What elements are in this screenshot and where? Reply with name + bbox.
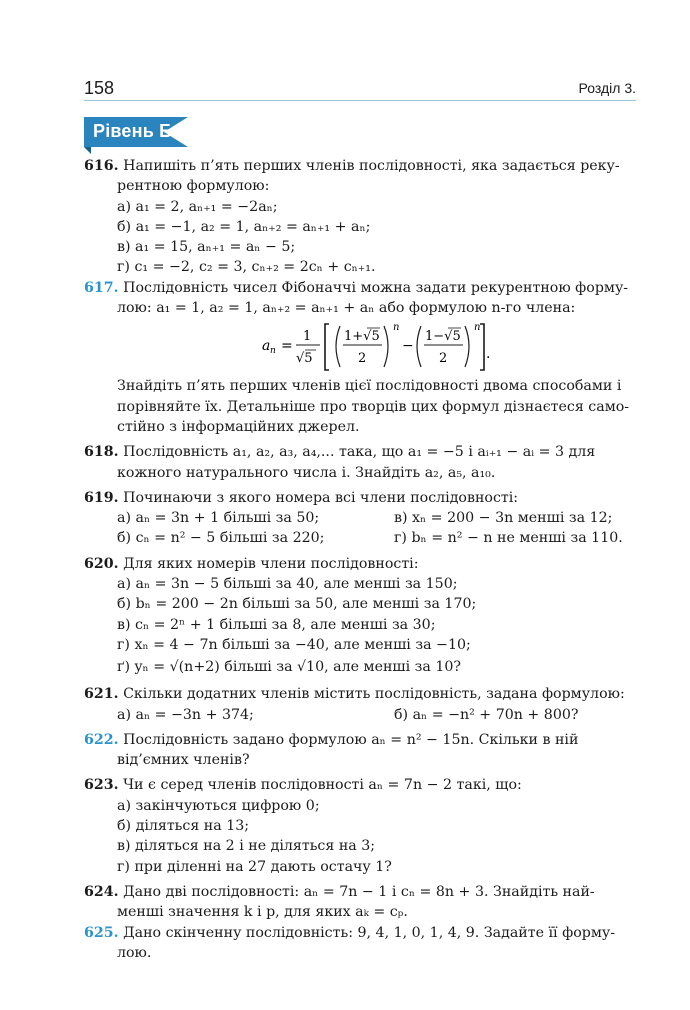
formula-left-paren <box>336 326 340 367</box>
problem-text: Дано дві послідовності: aₙ = 7n − 1 і cₙ = 8n + 3. Знайдіть най- <box>123 883 595 900</box>
problem-623 <box>84 775 636 876</box>
problem-text: рентною формулою: <box>117 178 270 195</box>
problem-number: 618. <box>84 444 119 461</box>
problem-618 <box>84 442 636 483</box>
problem-number: 623. <box>84 777 119 794</box>
subitem-v: в) cₙ = 2ⁿ + 1 більші за 8, але менші за 30; <box>117 616 436 633</box>
problem-text: Починаючи з якого номера всі члени послідовності: <box>123 489 519 506</box>
problem-619 <box>84 488 636 549</box>
formula-text: − <box>402 338 414 355</box>
problem-text: Напишіть п’ять перших членів послідовності, яка задається реку- <box>123 158 620 174</box>
subitem-a: а) a₁ = 2, aₙ₊₁ = −2aₙ; <box>117 198 278 215</box>
problem-number: 622. <box>84 731 119 748</box>
problems <box>84 156 636 963</box>
problem-text: стійно з інформаційних джерел. <box>117 418 360 435</box>
formula-text: n <box>393 322 400 334</box>
problem-number: 619. <box>84 489 119 506</box>
formula-right-paren <box>465 326 469 367</box>
header-rule <box>84 100 636 101</box>
problem-text: лою. <box>117 944 152 961</box>
formula-text: √5 <box>296 351 313 367</box>
subitem-b: б) діляться на 13; <box>117 818 250 835</box>
problem-text: Чи є серед членів послідовності aₙ = 7n − 2 такі, що: <box>123 777 522 794</box>
problem-number: 621. <box>84 686 119 703</box>
problem-617 <box>84 278 636 437</box>
subitem-g: г) c₁ = −2, c₂ = 3, cₙ₊₂ = 2cₙ + cₙ₊₁. <box>117 259 376 276</box>
problem-number: 620. <box>84 555 119 572</box>
formula-text: 1+√5 <box>344 329 380 345</box>
problem-number: 617. <box>84 279 119 296</box>
subitem-v: в) a₁ = 15, aₙ₊₁ = aₙ − 5; <box>117 239 296 256</box>
formula-text: 1−√5 <box>425 329 461 345</box>
subitem-b: б) cₙ = n² − 5 більші за 220; <box>117 530 325 547</box>
subitem-ge: ґ) yₙ = √(n+2) більші за √10, але менші за 10? <box>117 659 462 676</box>
problem-text: Скільки додатних членів містить послідовність, задана формулою: <box>123 686 625 703</box>
problem-621 <box>84 684 636 725</box>
formula-left-paren <box>417 326 421 367</box>
subitem-b: б) aₙ = −n² + 70n + 800? <box>394 706 579 723</box>
problem-number: 625. <box>84 924 119 941</box>
problem-text: Знайдіть п’ять перших членів цієї послідовності двома способами і <box>117 378 622 395</box>
formula-text: n <box>270 346 276 357</box>
formula-text: 2 <box>439 351 448 367</box>
formula-text: n <box>474 322 481 334</box>
problem-620 <box>84 554 636 679</box>
formula-right-paren <box>384 326 388 367</box>
problem-text: Послідовність a₁, a₂, a₃, a₄,... така, що a₁ = −5 і aᵢ₊₁ − aᵢ = 3 для <box>123 444 596 461</box>
formula-left-bracket <box>325 324 329 370</box>
subitem-a: а) aₙ = −3n + 374; <box>117 706 254 723</box>
problem-text: лою: a₁ = 1, a₂ = 1, aₙ₊₂ = aₙ₊₁ + aₙ або формулою n-го члена: <box>117 300 576 317</box>
problem-text: Послідовність чисел Фібоначчі можна задати рекурентною форму- <box>123 279 629 296</box>
formula-text: 1 <box>303 329 312 345</box>
formula-text: = <box>281 338 293 355</box>
problem-number: 624. <box>84 883 119 900</box>
section-title: Розділ 3. <box>578 80 636 96</box>
subitem-a: а) закінчуються цифрою 0; <box>117 797 320 814</box>
problem-text: Для яких номерів члени послідовності: <box>123 555 419 572</box>
subitem-b: б) a₁ = −1, a₂ = 1, aₙ₊₂ = aₙ₊₁ + aₙ; <box>117 218 371 235</box>
subitem-v: в) діляться на 2 і не діляться на 3; <box>117 838 376 855</box>
problem-616 <box>84 156 636 278</box>
subitem-g: г) xₙ = 4 − 7n більші за −40, але менші за −10; <box>117 636 471 653</box>
subitem-b: б) bₙ = 200 − 2n більші за 50, але менші за 170; <box>117 596 477 613</box>
subitem-g: г) при діленні на 27 дають остачу 1? <box>117 858 392 875</box>
problem-text: від’ємних членів? <box>117 752 250 769</box>
problem-text: Дано скінченну послідовність: 9, 4, 1, 0, 1, 4, 9. Задайте її форму- <box>123 924 616 941</box>
level-banner-fold <box>84 147 91 154</box>
fibonacci-formula <box>84 318 636 376</box>
problem-text: кожного натурального числа i. Знайдіть a₂, a₅, a₁₀. <box>117 464 496 481</box>
formula-text: . <box>486 346 491 363</box>
problem-624 <box>84 882 636 923</box>
subitem-g: г) bₙ = n² − n не менші за 110. <box>394 530 623 547</box>
page-number: 158 <box>84 78 115 98</box>
problem-text: менші значення k і p, для яких aₖ = cₚ. <box>117 904 408 921</box>
formula-text: 2 <box>358 351 367 367</box>
problem-text: порівняйте їх. Детальніше про творців цих формул дізнаєтеся само- <box>117 398 630 415</box>
fibonacci-formula-graphic <box>84 318 636 376</box>
level-label: Рівень Б <box>93 121 173 141</box>
formula-text: a <box>262 338 271 355</box>
formula-right-bracket <box>480 324 484 370</box>
problem-625 <box>84 923 636 964</box>
problem-622 <box>84 730 636 771</box>
problem-number: 616. <box>84 158 119 174</box>
subitem-a: а) aₙ = 3n − 5 більші за 40, але менші за 150; <box>117 576 458 593</box>
subitem-v: в) xₙ = 200 − 3n менші за 12; <box>394 510 613 527</box>
problem-text: Послідовність задано формулою aₙ = n² − 15n. Скільки в ній <box>123 731 579 748</box>
subitem-a: а) aₙ = 3n + 1 більші за 50; <box>117 510 320 527</box>
